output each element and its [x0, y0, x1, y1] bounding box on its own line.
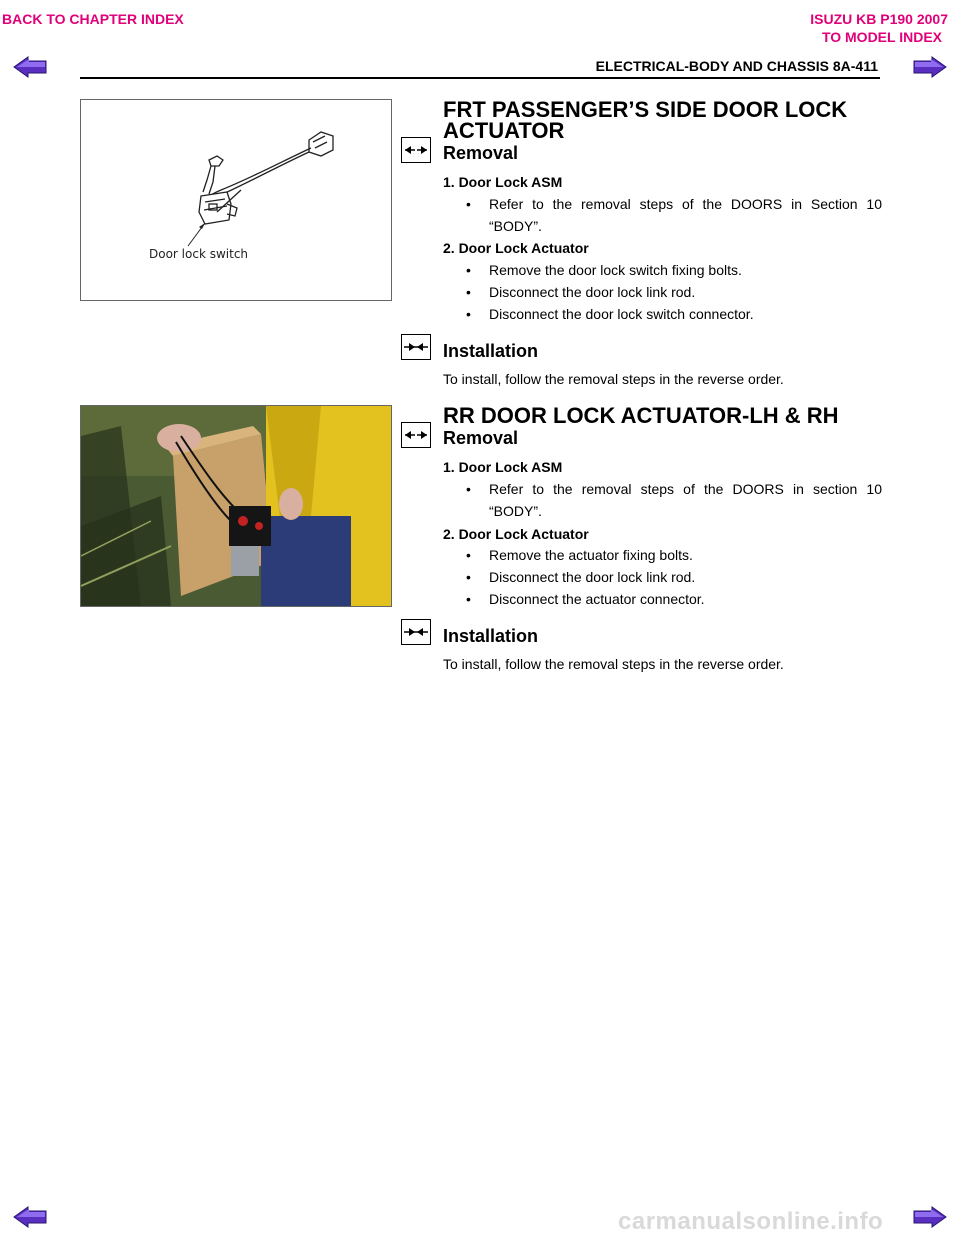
bullet-icon: • [466, 481, 471, 497]
bullet-icon: • [466, 569, 471, 585]
page-header-title: ELECTRICAL-BODY AND CHASSIS 8A-411 [595, 58, 878, 74]
next-page-bottom-arrow-icon[interactable] [912, 1206, 948, 1228]
section2-step-2-bullet-2: • Disconnect the door lock link rod. [466, 566, 882, 588]
section1-installation-text: To install, follow the removal steps in the reverse order. [443, 371, 784, 387]
section2-step-2-bullet-3: • Disconnect the actuator connector. [466, 588, 882, 610]
previous-page-bottom-arrow-icon[interactable] [12, 1206, 48, 1228]
to-model-index-link[interactable]: TO MODEL INDEX [821, 29, 942, 45]
bullet-icon: • [466, 547, 471, 563]
door-lock-switch-figure [80, 99, 392, 301]
removal-icon-section2 [401, 422, 431, 448]
installation-arrows-icon [402, 335, 430, 359]
bullet-icon: • [466, 196, 471, 212]
door-lock-switch-callout: Door lock switch [149, 247, 249, 261]
bullet-icon: • [466, 262, 471, 278]
installation-icon-section2 [401, 619, 431, 645]
rear-door-lock-actuator-photo [80, 405, 392, 607]
section1-step-2-bullet-2: • Disconnect the door lock link rod. [466, 281, 882, 303]
section2-removal-heading: Removal [443, 428, 519, 448]
bullet-icon: • [466, 284, 471, 300]
door-lock-switch-diagram [81, 100, 391, 300]
section1-step-2-bullet-1: • Remove the door lock switch fixing bolts. [466, 259, 882, 281]
section2-title: RR DOOR LOCK ACTUATOR-LH & RH [443, 403, 839, 428]
back-to-chapter-index-link[interactable]: BACK TO CHAPTER INDEX [2, 11, 184, 27]
section1-step-1: 1. Door Lock ASM [443, 174, 563, 190]
section2-step-2: 2. Door Lock Actuator [443, 526, 589, 542]
actuator-photo-illustration [81, 406, 391, 606]
section1-removal-heading: Removal [443, 143, 519, 163]
section2-installation-heading: Installation [443, 626, 539, 646]
bullet-icon: • [466, 306, 471, 322]
section1-installation-heading: Installation [443, 341, 539, 361]
previous-page-arrow-icon[interactable] [12, 56, 48, 78]
section1-step-1-bullet-1: • Refer to the removal steps of the DOORS in Section 10 “BODY”. [466, 193, 882, 237]
removal-arrows-icon [402, 138, 430, 162]
removal-arrows-icon [402, 423, 430, 447]
section2-installation-text: To install, follow the removal steps in the reverse order. [443, 656, 784, 672]
section1-step-2-bullet-3: • Disconnect the door lock switch connector. [466, 303, 882, 325]
header-divider [80, 77, 880, 79]
bullet-icon: • [466, 591, 471, 607]
installation-icon-section1 [401, 334, 431, 360]
model-name-link[interactable]: ISUZU KB P190 2007 [810, 11, 948, 27]
section1-title: FRT PASSENGER’S SIDE DOOR LOCK ACTUATOR [443, 97, 848, 143]
removal-icon-section1 [401, 137, 431, 163]
section2-step-1: 1. Door Lock ASM [443, 459, 563, 475]
installation-arrows-icon [402, 620, 430, 644]
section1-step-2: 2. Door Lock Actuator [443, 240, 589, 256]
section2-step-2-bullet-1: • Remove the actuator fixing bolts. [466, 544, 882, 566]
section2-step-1-bullet-1: • Refer to the removal steps of the DOORS in section 10 “BODY”. [466, 478, 882, 522]
watermark: carmanualsonline.info [618, 1208, 884, 1235]
next-page-arrow-icon[interactable] [912, 56, 948, 78]
